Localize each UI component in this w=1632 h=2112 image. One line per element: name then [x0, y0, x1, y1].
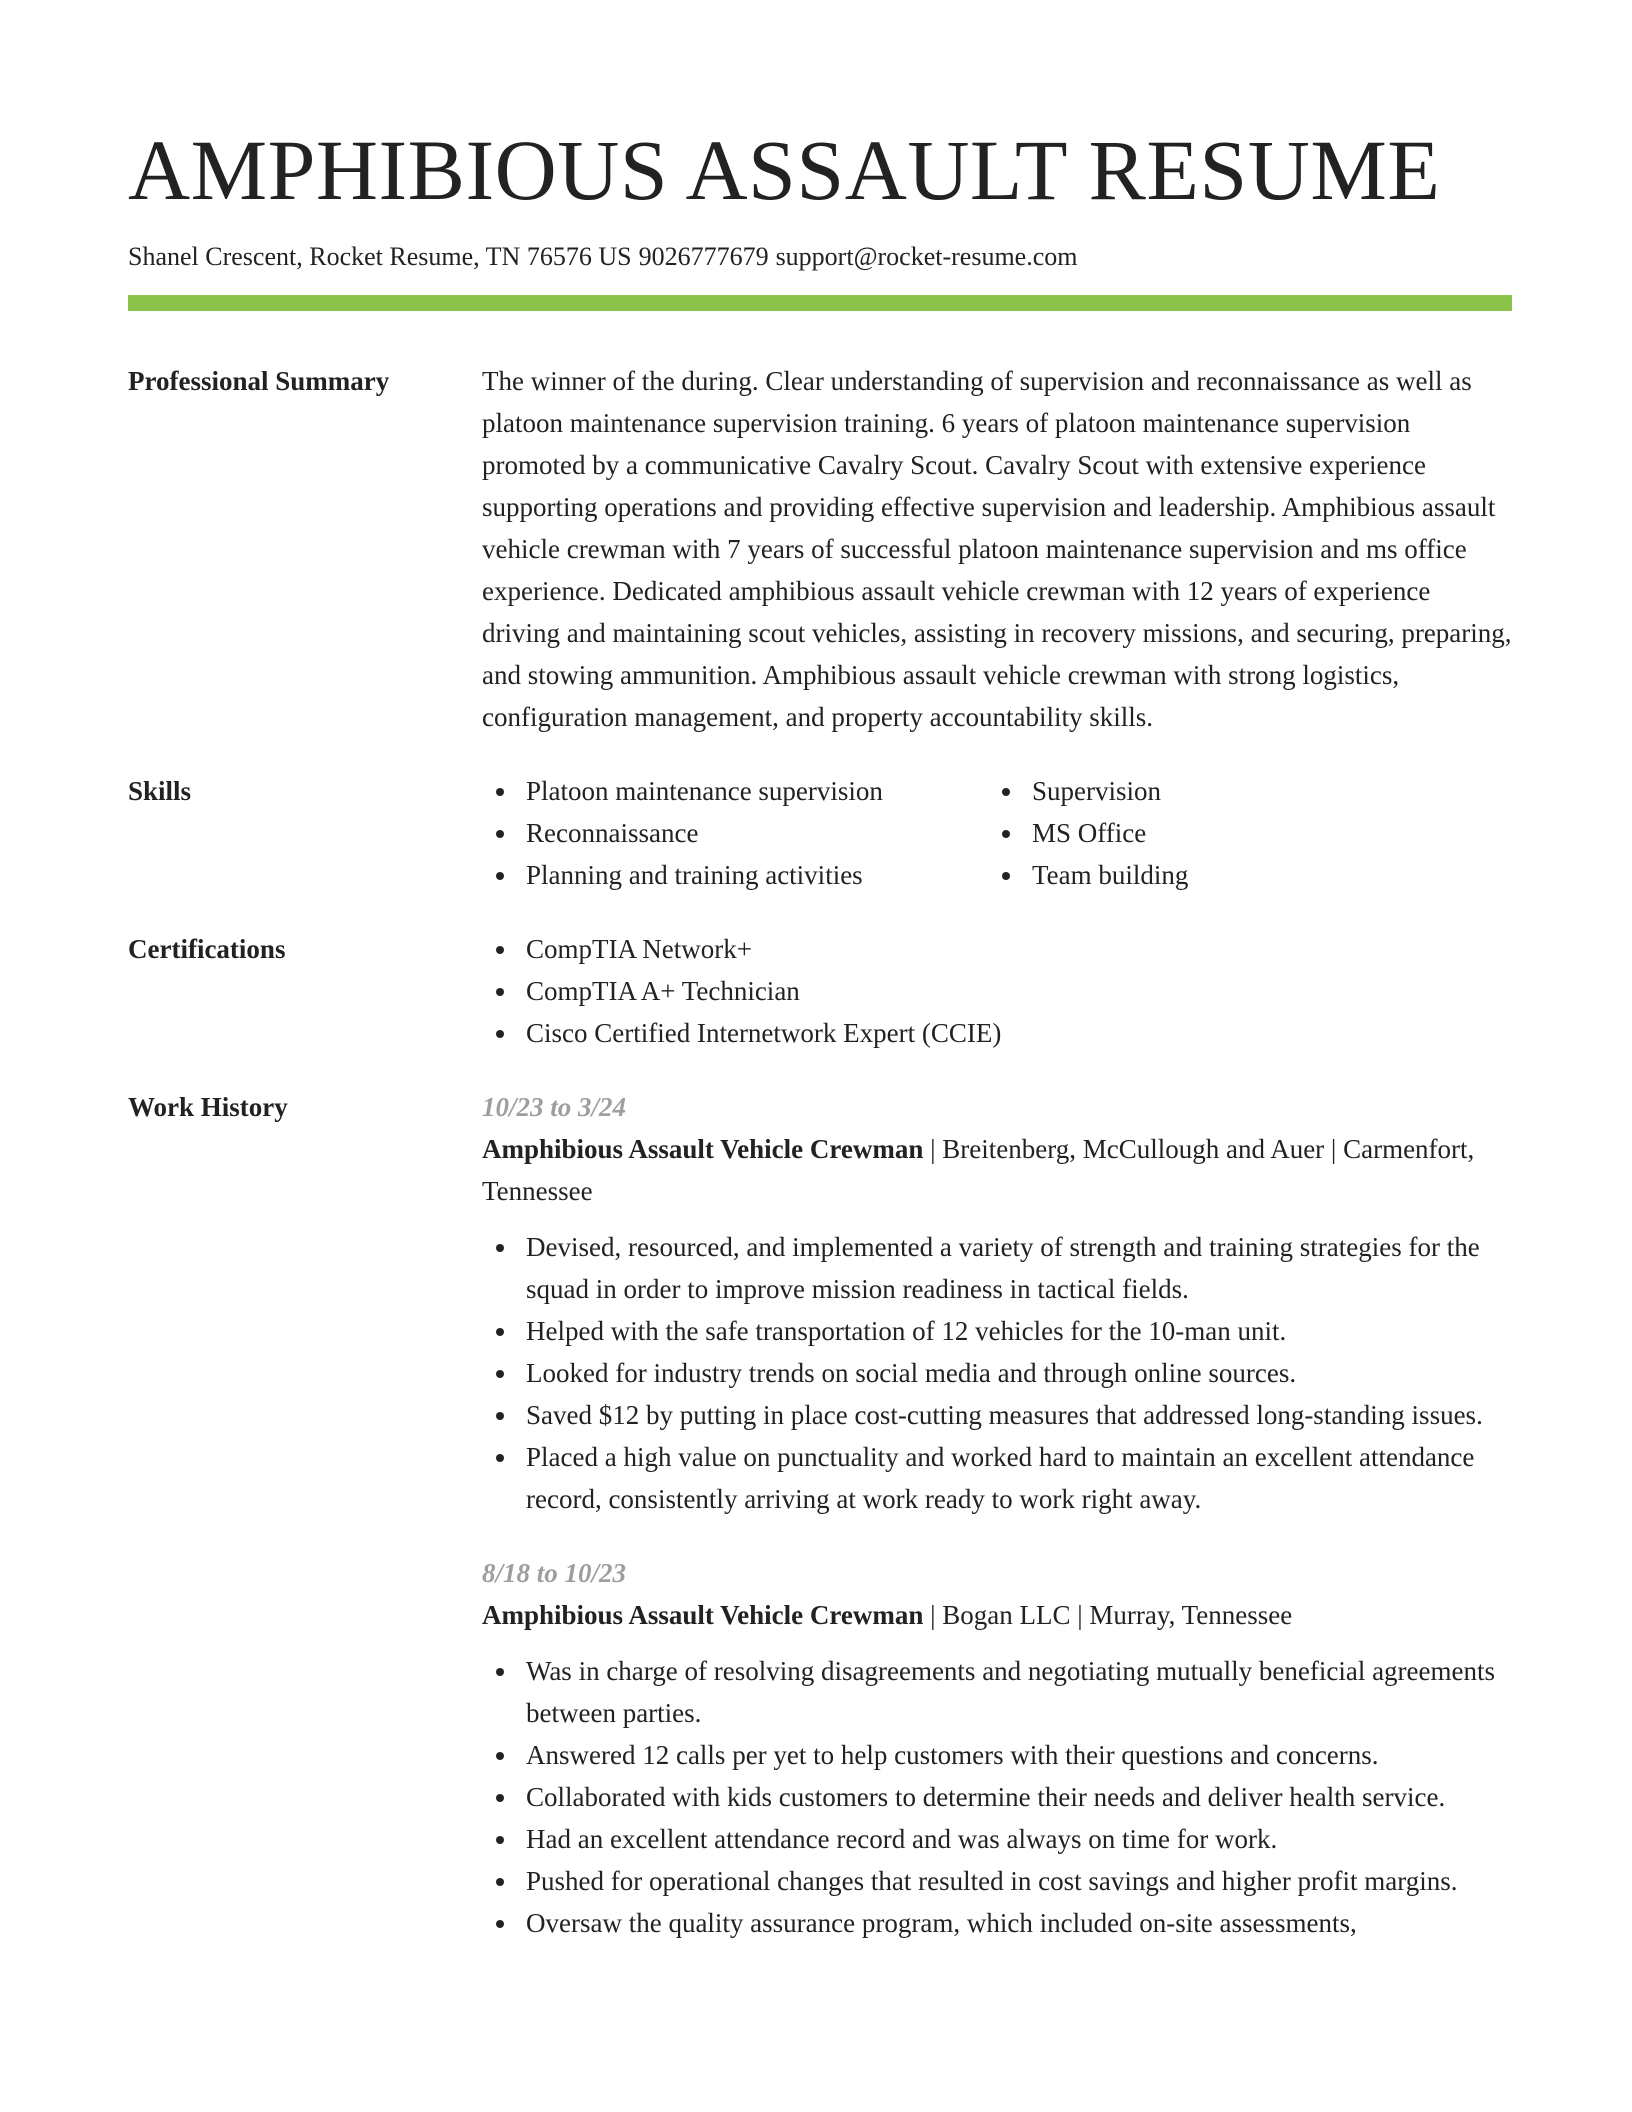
skills-grid [482, 770, 1512, 896]
job-entry [482, 1086, 1512, 1520]
job-bullet: Placed a high value on punctuality and worked hard to maintain an excellent attendance record, consistently arriving at work ready to work right away. [482, 1436, 1512, 1520]
work-history-section [128, 1086, 1512, 1944]
certifications-list [482, 928, 1512, 1054]
job-bullet: Answered 12 calls per yet to help customers with their questions and concerns. [482, 1734, 1512, 1776]
job-bullet: Helped with the safe transportation of 12 vehicles for the 10-man unit. [482, 1310, 1512, 1352]
job-bullet: Oversaw the quality assurance program, which included on-site assessments, [482, 1902, 1512, 1944]
contact-address: Shanel Crescent, Rocket Resume, TN 76576 US [128, 242, 632, 271]
summary-text: The winner of the during. Clear understanding of supervision and reconnaissance as well as platoon maintenance supervision training. 6 years of platoon maintenance supervision promoted by a communicative Cavalry Scout. Cavalry Scout with extensive experience supporting operations and providing effective supervision and leadership. Amphibious assault vehicle crewman with 7 years of successful platoon maintenance supervision and ms office experience. Dedicated amphibious assault vehicle crewman with 12 years of experience driving and maintaining scout vehicles, assisting in recovery missions, and securing, preparing, and stowing ammunition. Amphibious assault vehicle crewman with strong logistics, configuration management, and property accountability skills. [482, 366, 1512, 732]
summary-heading: Professional Summary [128, 366, 390, 396]
skill-item: MS Office [988, 812, 1512, 854]
job-entry [482, 1552, 1512, 1944]
contact-line [128, 240, 1512, 274]
certification-item: CompTIA Network+ [482, 928, 1512, 970]
job-bullet-list [482, 1650, 1512, 1944]
job-bullet: Saved $12 by putting in place cost-cutting measures that addressed long-standing issues. [482, 1394, 1512, 1436]
skill-item: Reconnaissance [482, 812, 988, 854]
job-bullet: Looked for industry trends on social media and through online sources. [482, 1352, 1512, 1394]
resume-title: AMPHIBIOUS ASSAULT RESUME [128, 122, 1441, 218]
job-title: Amphibious Assault Vehicle Crewman [482, 1134, 924, 1164]
job-heading [482, 1128, 1512, 1212]
skill-item: Planning and training activities [482, 854, 988, 896]
skills-heading: Skills [128, 776, 192, 806]
work-history-heading: Work History [128, 1092, 288, 1122]
job-employer-location: | Breitenberg, McCullough and Auer | Carmenfort, Tennessee [482, 1134, 1475, 1206]
job-bullet: Devised, resourced, and implemented a variety of strength and training strategies for the squad in order to improve mission readiness in tactical fields. [482, 1226, 1512, 1310]
contact-phone: 9026777679 [638, 242, 769, 271]
summary-section [128, 360, 1512, 738]
job-title: Amphibious Assault Vehicle Crewman [482, 1600, 924, 1630]
skills-column-right [988, 770, 1512, 896]
skills-column-left [482, 770, 988, 896]
job-bullet: Had an excellent attendance record and was always on time for work. [482, 1818, 1512, 1860]
certifications-heading: Certifications [128, 934, 286, 964]
certifications-section [128, 928, 1512, 1054]
job-heading [482, 1594, 1512, 1636]
header-accent-rule [128, 295, 1512, 311]
job-bullet: Pushed for operational changes that resulted in cost savings and higher profit margins. [482, 1860, 1512, 1902]
skill-item: Platoon maintenance supervision [482, 770, 988, 812]
contact-email: support@rocket-resume.com [775, 242, 1078, 271]
skill-item: Team building [988, 854, 1512, 896]
job-bullet: Collaborated with kids customers to determine their needs and deliver health service. [482, 1776, 1512, 1818]
job-bullet: Was in charge of resolving disagreements and negotiating mutually beneficial agreements between parties. [482, 1650, 1512, 1734]
certification-item: Cisco Certified Internetwork Expert (CCIE) [482, 1012, 1512, 1054]
job-dates: 8/18 to 10/23 [482, 1558, 627, 1588]
resume-page [128, 118, 1512, 1944]
certification-item: CompTIA A+ Technician [482, 970, 1512, 1012]
job-dates: 10/23 to 3/24 [482, 1092, 627, 1122]
skills-section [128, 770, 1512, 896]
job-employer-location: | Bogan LLC | Murray, Tennessee [923, 1600, 1293, 1630]
skill-item: Supervision [988, 770, 1512, 812]
job-bullet-list [482, 1226, 1512, 1520]
